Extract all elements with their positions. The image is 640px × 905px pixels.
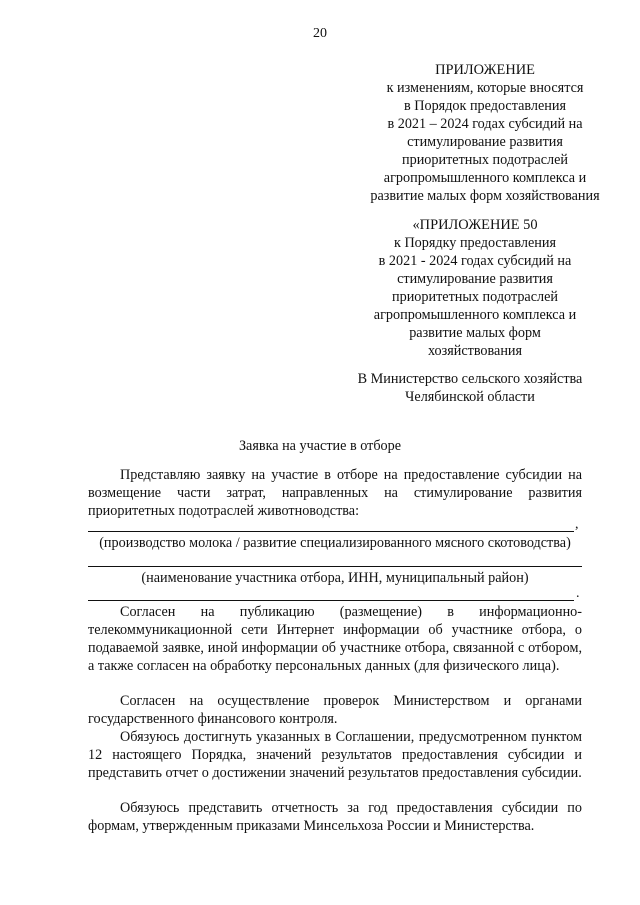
appendix-line: к изменениям, которые вносятся xyxy=(386,80,584,96)
appendix-line: в 2021 - 2024 годах субсидий на xyxy=(378,253,572,269)
addressee-line: В Министерство сельского хозяйства xyxy=(357,371,583,387)
obligation-results-paragraph: Обязуюсь достигнуть указанных в Соглашении, предусмотренном пунктом 12 настоящего Порядка, значений результатов предоставления субсидии и представить отчет о достижении значений результатов предоставления субсидии. xyxy=(88,729,582,781)
consent-publication-paragraph: Согласен на публикацию (размещение) в информационно-телекоммуникационной сети Интернет информации об участнике отбора, о подаваемой заявке, иной информации об участнике отбора, связанной с отбором, а также согласен на обработку персональных данных (для физического лица). xyxy=(88,604,582,674)
appendix-line: в Порядок предоставления xyxy=(404,98,566,114)
consent-inspection-paragraph: Согласен на осуществление проверок Министерством и органами государственного финансового контроля. xyxy=(88,693,582,727)
appendix-line: развитие малых форм xyxy=(409,325,541,341)
appendix-line: стимулирование развития xyxy=(407,134,563,150)
appendix-header-amendments xyxy=(345,61,625,205)
appendix-line: агропромышленного комплекса и xyxy=(383,170,587,186)
fill-line-comma: , xyxy=(575,517,579,532)
appendix-line: агропромышленного комплекса и xyxy=(373,307,577,323)
appendix-line: стимулирование развития xyxy=(397,271,553,287)
fill-line-participant[interactable] xyxy=(88,566,582,567)
appendix-heading: ПРИЛОЖЕНИЕ xyxy=(435,62,535,78)
fill-line-participant-label: (наименование участника отбора, ИНН, муниципальный район) xyxy=(141,570,529,586)
appendix-line: приоритетных подотраслей xyxy=(402,152,568,168)
addressee-line: Челябинской области xyxy=(405,389,535,405)
appendix-line: хозяйствования xyxy=(427,343,523,359)
page-number: 20 xyxy=(313,26,327,41)
fill-line-subsector[interactable] xyxy=(88,531,574,532)
appendix-line: развитие малых форм хозяйствования xyxy=(370,188,600,204)
fill-line-participant-continued[interactable] xyxy=(88,600,574,601)
fill-line-subsector-label: (производство молока / развитие специализированного мясного скотоводства) xyxy=(99,535,571,551)
obligation-reporting-paragraph: Обязуюсь представить отчетность за год предоставления субсидии по формам, утвержденным приказами Минсельхоза России и Министерства. xyxy=(88,800,582,834)
document-title: Заявка на участие в отборе xyxy=(238,438,402,454)
addressee xyxy=(320,370,620,406)
fill-line-period: . xyxy=(576,586,580,601)
appendix-line: в 2021 – 2024 годах субсидий на xyxy=(387,116,583,132)
appendix-line: приоритетных подотраслей xyxy=(392,289,558,305)
intro-paragraph: Представляю заявку на участие в отборе на предоставление субсидии на возмещение части затрат, направленных на стимулирование развития приоритетных подотраслей животноводства: xyxy=(88,467,582,519)
appendix-line: к Порядку предоставления xyxy=(394,235,556,251)
appendix-header-50 xyxy=(325,216,625,360)
appendix-heading: «ПРИЛОЖЕНИЕ 50 xyxy=(412,217,538,233)
